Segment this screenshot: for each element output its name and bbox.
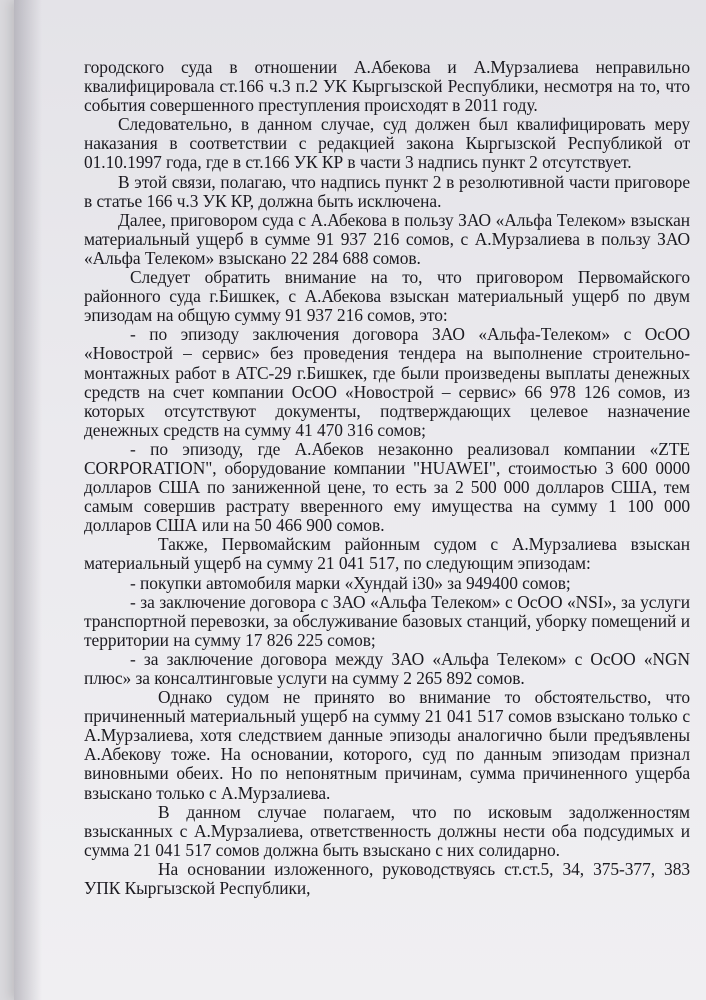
paragraph-2: Следовательно, в данном случае, суд должен был квалифицировать меру наказания в соответствии с редакцией закона Кыргызской Республикой от 01.10.1997 года, где в ст.166 УК КР в части 3 надпись пункт 2 отсутствует. xyxy=(84,114,690,173)
list-item-nsi: - за заключение договора с ЗАО «Альфа Телеком» с ОсОО «NSI», за услуги транспортной перевозки, за обслуживание базовых станций, уборку помещений и территории на сумму 17 826 225 сомов; xyxy=(84,591,690,650)
paragraph-5: Следует обратить внимание на то, что приговором Первомайского районного суда г.Бишкек, с А.Абекова взыскан материальный ущерб по двум эпизодам на общую сумму 91 937 216 сомов, это: xyxy=(84,267,690,326)
paragraph-12: Однако судом не принято во внимание то обстоятельство, что причиненный материальный ущерб на сумму 21 041 517 сомов взыскано только с А.Мурзалиева, хотя следствием данные эпизоды аналогично были предъявлены А.Абекову тоже. На основании, которого, суд по данным эпизодам признал виновными обеих. Но по непонятным причинам, сумма причиненного ущерба взыскано только с А.Мурзалиева. xyxy=(84,687,690,803)
list-item-ngn: - за заключение договора между ЗАО «Альфа Телеком» с ОсОО «NGN плюс» за консалтинговые услуги на сумму 2 265 892 сомов. xyxy=(84,648,690,688)
list-item-car: - покупки автомобиля марки «Хундай i30» за 949400 сомов; xyxy=(130,572,571,593)
paragraph-3: В этой связи, полагаю, что надпись пункт 2 в резолютивной части приговоре в статье 166 ч.3 УК КР, должна быть исключена. xyxy=(84,171,690,211)
paragraph-1: городского суда в отношении А.Абекова и А.Мурзалиева неправильно квалифицировала ст.166 ч.3 п.2 УК Кыргызской Республики, несмотря на то, что события совершенного преступления происходят в 2011 году. xyxy=(84,57,690,116)
list-item-episode-1: - по эпизоду заключения договора ЗАО «Альфа-Телеком» с ОсОО «Новострой – сервис» без проведения тендера на выполнение строительно-монтажных работ в АТС-29 г.Бишкек, где были произведены выплаты денежных средств на счет компании ОсОО «Новострой – сервис» 66 978 126 сомов, из которых отсутствуют документы, подтверждающих целевое назначение денежных средств на сумму 41 470 316 сомов; xyxy=(84,324,690,440)
paragraph-14: На основании изложенного, руководствуясь ст.ст.5, 34, 375-377, 383 УПК Кыргызской Республики, xyxy=(84,858,690,899)
document-body xyxy=(84,58,690,898)
paragraph-4: Далее, приговором суда с А.Абекова в пользу ЗАО «Альфа Телеком» взыскан материальный ущерб в сумме 91 937 216 сомов, с А.Мурзалиева в пользу ЗАО «Альфа Телеком» взыскано 22 284 688 сомов. xyxy=(84,209,690,268)
page-shadow xyxy=(14,0,42,1000)
paragraph-8: Также, Первомайским районным судом с А.Мурзалиева взыскан материальный ущерб на сумму 21 041 517, по следующим эпизодам: xyxy=(84,534,690,574)
paragraph-13: В данном случае полагаем, что по исковым задолженностям взысканных с А.Мурзалиева, ответственность должны нести оба подсудимых и сумма 21 041 517 сомов должна быть взыскано с них солидарно. xyxy=(84,801,690,860)
list-item-episode-2: - по эпизоду, где А.Абеков незаконно реализовал компании «ZTE CORPORATION", оборудование компании "HUAWEI", стоимостью 3 600 0000 долларов США по заниженной цене, то есть за 2 500 000 долларов США, тем самым совершив растрату вверенного ему имущества на сумму 1 100 000 долларов США или на 50 466 900 сомов. xyxy=(84,438,690,536)
